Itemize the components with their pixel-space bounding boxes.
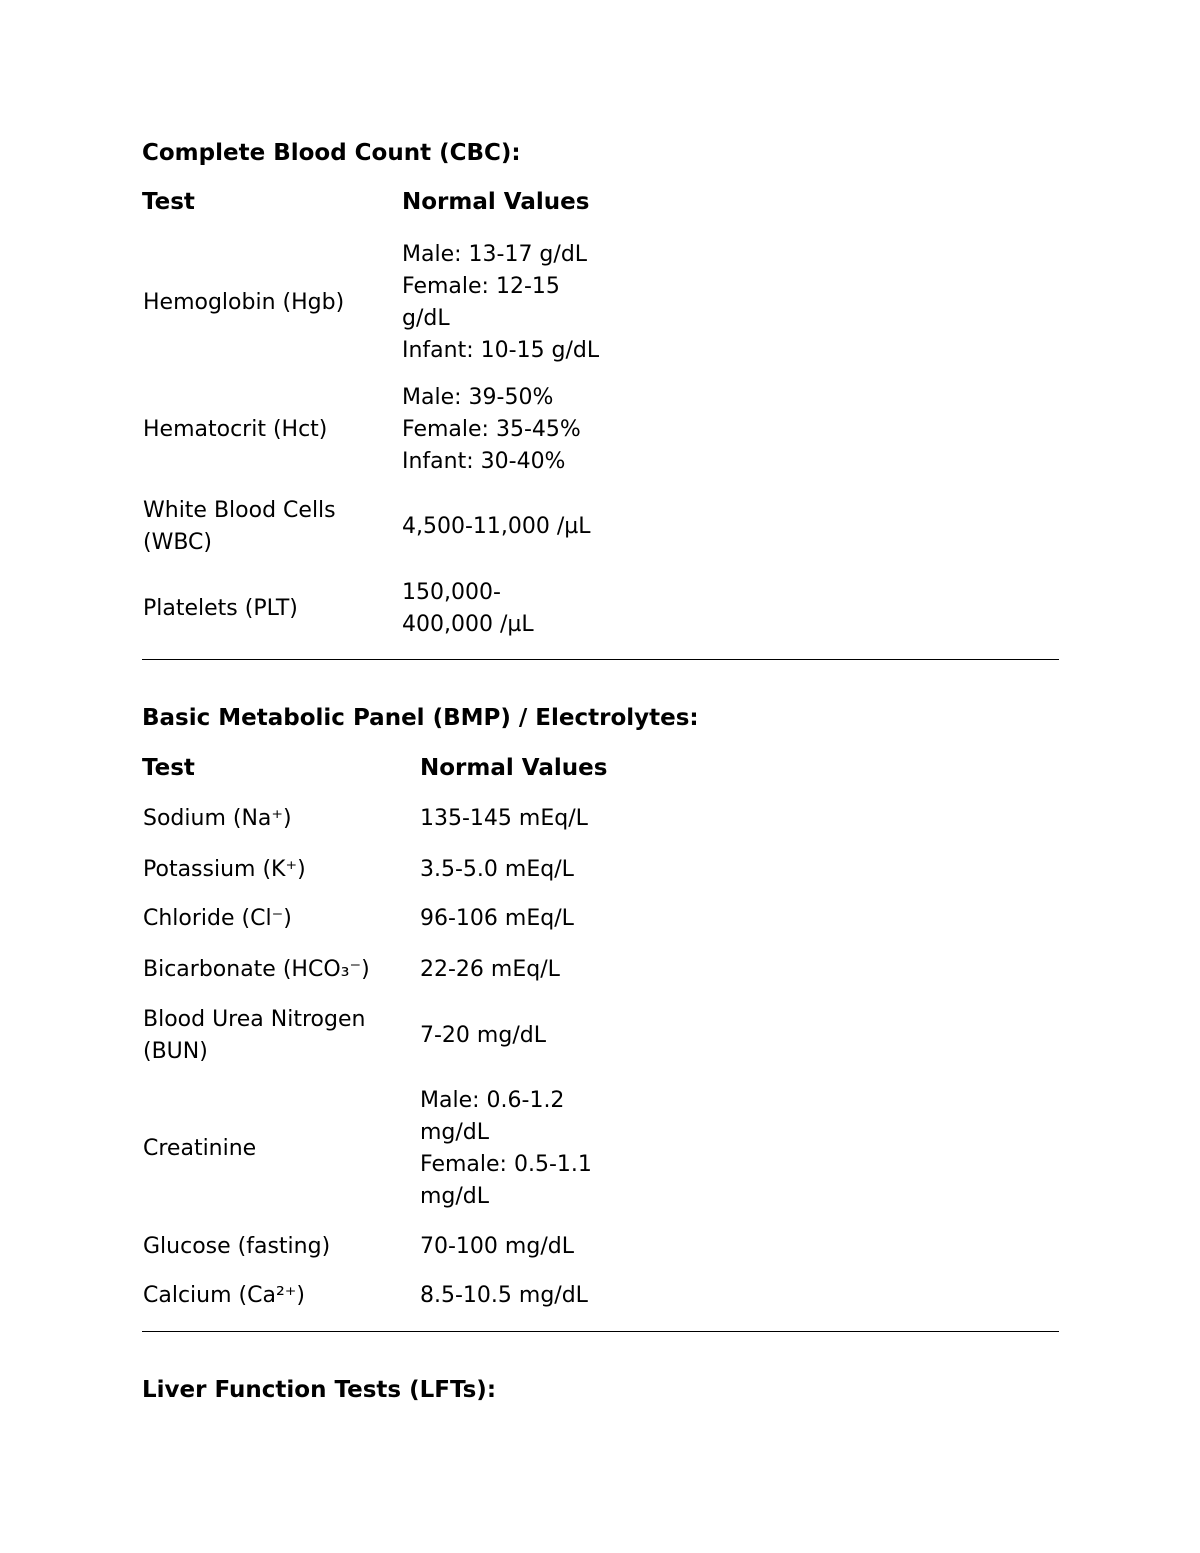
test-name-line: Bicarbonate (HCO₃⁻) (143, 957, 370, 982)
test-name-cell (143, 1231, 330, 1263)
test-name-line: Potassium (K⁺) (143, 857, 306, 882)
normal-value-cell (402, 239, 599, 367)
normal-value-line: 96-106 mEq/L (420, 906, 574, 931)
normal-value-line: Male: 13-17 g/dL (402, 242, 588, 267)
cbc-values-column-header: Normal Values (402, 189, 590, 215)
test-name-cell (143, 1133, 256, 1165)
test-name-cell (143, 1004, 365, 1068)
test-name-cell (143, 414, 327, 446)
lft-section-title: Liver Function Tests (LFTs): (142, 1377, 497, 1403)
normal-value-cell (420, 954, 560, 986)
test-name-cell (143, 593, 298, 625)
test-name-line: Creatinine (143, 1136, 257, 1161)
bmp-test-column-header: Test (142, 755, 195, 781)
normal-value-line: 400,000 /µL (402, 612, 534, 637)
normal-value-cell (420, 1020, 546, 1052)
test-name-cell (143, 954, 370, 986)
normal-value-line: 3.5-5.0 mEq/L (420, 857, 574, 882)
normal-value-line: Male: 0.6-1.2 (420, 1088, 565, 1113)
normal-value-cell (420, 854, 574, 886)
normal-value-line: 8.5-10.5 mg/dL (420, 1283, 588, 1308)
normal-value-line: mg/dL (420, 1120, 490, 1145)
normal-value-cell (402, 511, 591, 543)
normal-value-cell (402, 382, 581, 478)
normal-value-line: g/dL (402, 306, 450, 331)
normal-value-line: Female: 35-45% (402, 417, 581, 442)
normal-value-line: mg/dL (420, 1184, 490, 1209)
test-name-line: Blood Urea Nitrogen (143, 1007, 366, 1032)
test-name-line: Hemoglobin (Hgb) (143, 290, 345, 315)
test-name-cell (143, 1280, 305, 1312)
normal-value-line: Infant: 10-15 g/dL (402, 338, 600, 363)
section-divider (142, 659, 1059, 660)
test-name-line: Hematocrit (Hct) (143, 417, 328, 442)
normal-value-line: 4,500-11,000 /µL (402, 514, 591, 539)
test-name-cell (143, 903, 292, 935)
normal-value-cell (420, 1231, 574, 1263)
normal-value-line: 135-145 mEq/L (420, 806, 588, 831)
normal-value-line: 7-20 mg/dL (420, 1023, 546, 1048)
cbc-section-title: Complete Blood Count (CBC): (142, 140, 521, 166)
section-divider (142, 1331, 1059, 1332)
test-name-cell (143, 287, 344, 319)
normal-value-cell (402, 577, 534, 641)
test-name-line: Glucose (fasting) (143, 1234, 331, 1259)
bmp-values-column-header: Normal Values (420, 755, 608, 781)
normal-value-cell (420, 1085, 592, 1213)
normal-value-cell (420, 803, 588, 835)
test-name-line: White Blood Cells (143, 498, 336, 523)
normal-value-line: Female: 0.5-1.1 (420, 1152, 592, 1177)
cbc-test-column-header: Test (142, 189, 195, 215)
test-name-cell (143, 803, 292, 835)
normal-value-line: Male: 39-50% (402, 385, 554, 410)
test-name-line: (WBC) (143, 530, 212, 555)
normal-value-line: 22-26 mEq/L (420, 957, 560, 982)
normal-value-cell (420, 1280, 588, 1312)
normal-value-line: Female: 12-15 (402, 274, 560, 299)
test-name-line: Calcium (Ca²⁺) (143, 1283, 305, 1308)
test-name-line: Sodium (Na⁺) (143, 806, 292, 831)
normal-value-line: Infant: 30-40% (402, 449, 566, 474)
test-name-line: Chloride (Cl⁻) (143, 906, 292, 931)
test-name-cell (143, 854, 306, 886)
test-name-cell (143, 495, 336, 559)
bmp-section-title: Basic Metabolic Panel (BMP) / Electrolytes: (142, 705, 699, 731)
test-name-line: Platelets (PLT) (143, 596, 298, 621)
test-name-line: (BUN) (143, 1039, 208, 1064)
normal-value-line: 70-100 mg/dL (420, 1234, 574, 1259)
normal-value-cell (420, 903, 574, 935)
normal-value-line: 150,000- (402, 580, 501, 605)
